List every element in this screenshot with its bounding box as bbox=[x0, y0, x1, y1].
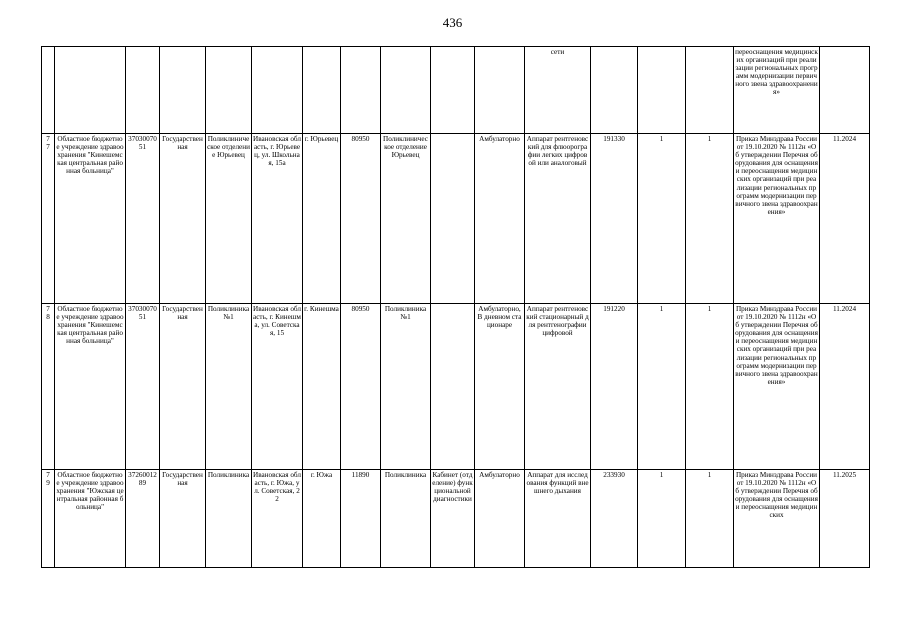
cell-connection: сети bbox=[525, 47, 591, 134]
cell-code: 80950 bbox=[341, 304, 381, 470]
cell-qty2: 1 bbox=[686, 470, 734, 568]
cell-care: Амбулаторно bbox=[475, 470, 525, 568]
cell-qty1: 1 bbox=[638, 304, 686, 470]
cell-city: г. Юрьевец bbox=[303, 134, 341, 304]
table-row bbox=[42, 134, 870, 304]
cell-subunit: Поликлиническое отделение Юрьевец bbox=[381, 134, 431, 304]
cell-ogrn: 3726001289 bbox=[126, 470, 160, 568]
cell-address: Ивановская область, г. Юрьевец, ул. Школьная, 15а bbox=[252, 134, 303, 304]
cell-okpd: 233930 bbox=[591, 470, 638, 568]
cell-city: г. Кинешма bbox=[303, 304, 341, 470]
cell-qty2: 1 bbox=[686, 134, 734, 304]
cell-ogrn: 3703007051 bbox=[126, 134, 160, 304]
cell-cabinet bbox=[431, 134, 475, 304]
cell-org: Областное бюджетное учреждение здравоохранения "Кинешемская центральная районная больница" bbox=[55, 304, 126, 470]
cell-care: Амбулаторно bbox=[475, 134, 525, 304]
cell-type: Государственная bbox=[160, 134, 206, 304]
cell-type: Государственная bbox=[160, 470, 206, 568]
cell-code: 11890 bbox=[341, 470, 381, 568]
cell-type: Государственная bbox=[160, 304, 206, 470]
page-number: 436 bbox=[442, 15, 463, 30]
cell-basis: Приказ Минздрава России от 19.10.2020 № 1112н «Об утверждении Перечня оборудования для оснащения и переоснащения медицинских организаций при реализации региональных программ модернизации первичного звена здравоохранения» bbox=[734, 304, 820, 470]
cell-num: 7 7 bbox=[42, 134, 55, 304]
cell-date: 11.2024 bbox=[820, 134, 870, 304]
table-row bbox=[42, 304, 870, 470]
cell-cabinet: Кабинет (отделение) функциональной диагностики bbox=[431, 470, 475, 568]
cell-equipment: Аппарат рентгеновский для флюорографии легких цифровой или аналоговый bbox=[525, 134, 591, 304]
cell-subunit: Поликлиника bbox=[381, 470, 431, 568]
cell-code: 80950 bbox=[341, 134, 381, 304]
cell-subunit: Поликлиника №1 bbox=[381, 304, 431, 470]
cell-basis: Приказ Минздрава России от 19.10.2020 № 1112н «Об утверждении Перечня оборудования для оснащения и переоснащения медицинских организаций при реализации региональных программ модернизации первичного звена здравоохранения» bbox=[734, 134, 820, 304]
cell-date: 11.2024 bbox=[820, 304, 870, 470]
cell-cabinet bbox=[431, 304, 475, 470]
cell-unit: Поликлиника bbox=[206, 470, 252, 568]
cell-unit: Поликлиническое отделение Юрьевец bbox=[206, 134, 252, 304]
cell-org: Областное бюджетное учреждение здравоохранения "Кинешемская центральная районная больница" bbox=[55, 134, 126, 304]
cell-care: Амбулаторно, В дневном стационаре bbox=[475, 304, 525, 470]
cell-ogrn: 3703007051 bbox=[126, 304, 160, 470]
cell-qty2: 1 bbox=[686, 304, 734, 470]
cell-address: Ивановская область, г. Южа, ул. Советская, 22 bbox=[252, 470, 303, 568]
cell-num: 7 8 bbox=[42, 304, 55, 470]
cell-equipment: Аппарат рентгеновский стационарный для рентгенографии цифровой bbox=[525, 304, 591, 470]
cell-qty1: 1 bbox=[638, 134, 686, 304]
cell-qty1: 1 bbox=[638, 470, 686, 568]
cell-org: Областное бюджетное учреждение здравоохранения "Южская центральная районная больница" bbox=[55, 470, 126, 568]
cell-city: г. Южа bbox=[303, 470, 341, 568]
cell-okpd: 191330 bbox=[591, 134, 638, 304]
cell-num: 7 9 bbox=[42, 470, 55, 568]
cell-unit: Поликлиника №1 bbox=[206, 304, 252, 470]
cell-address: Ивановская область, г. Кинешма, ул. Советская, 15 bbox=[252, 304, 303, 470]
equipment-table bbox=[41, 46, 870, 568]
cell-date: 11.2025 bbox=[820, 470, 870, 568]
cell-equipment: Аппарат для исследования функций внешнего дыхания bbox=[525, 470, 591, 568]
cell-basis: переоснащения медицинских организаций при реализации региональных программ модернизации первичного звена здравоохранения» bbox=[734, 47, 820, 134]
cell-basis: Приказ Минздрава России от 19.10.2020 № 1112н «Об утверждении Перечня оборудования для оснащения и переоснащения медицинских bbox=[734, 470, 820, 568]
cell-okpd: 191220 bbox=[591, 304, 638, 470]
table-row-continuation bbox=[42, 47, 870, 134]
table-row bbox=[42, 470, 870, 568]
